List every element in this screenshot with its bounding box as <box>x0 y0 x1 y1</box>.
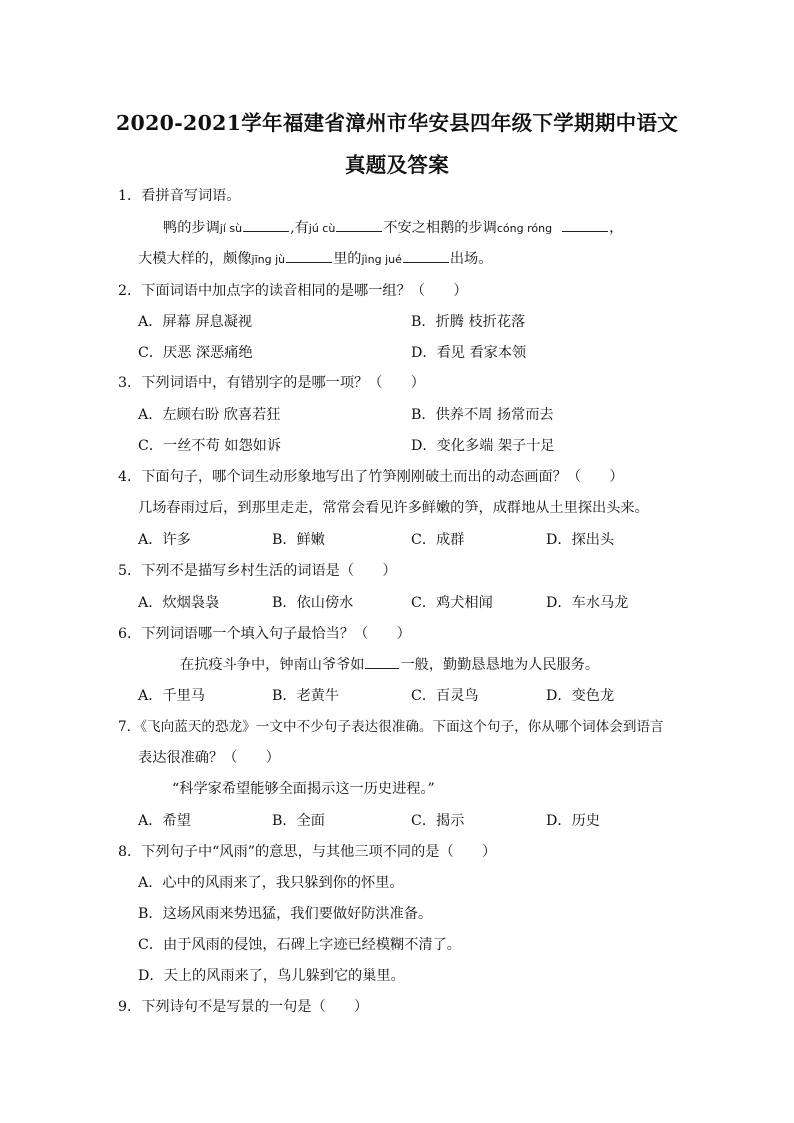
question-6-option-c: C．百灵鸟 <box>411 688 479 704</box>
question-3-stem: 3．下列词语中，有错别字的是哪一项？（ ） <box>118 375 425 391</box>
question-7-option-c: C．揭示 <box>411 813 465 829</box>
question-5-stem: 5．下列不是描写乡村生活的词语是（ ） <box>118 563 397 579</box>
question-1-stem: 1．看拼音写词语。 <box>118 188 241 204</box>
question-3-option-b: B．供养不周 扬常而去 <box>411 407 554 423</box>
question-7-stem-line1: 7．《飞向蓝天的恐龙》一文中不少句子表达很准确。下面这个句子，你从哪个词体会到语言 <box>118 719 664 735</box>
question-4-option-a: A．许多 <box>138 532 191 548</box>
question-7-stem-line2: 表达很准确？（ ） <box>138 750 280 766</box>
question-8-option-b: B．这场风雨来势迅猛，我们要做好防洪准备。 <box>138 906 433 922</box>
question-5-option-c: C．鸡犬相闻 <box>411 595 493 611</box>
question-8-option-d: D．天上的风雨来了，鸟儿躲到它的巢里。 <box>138 968 405 984</box>
question-6-option-d: D．变色龙 <box>546 688 615 704</box>
question-9-stem: 9．下列诗句不是写景的一句是（ ） <box>118 999 369 1015</box>
question-1-line1: 鸭的步调jí sù ,有jú cù 不安之相鹅的步调cóng róng ， <box>163 220 624 236</box>
question-4-option-d: D．探出头 <box>546 532 615 548</box>
question-7-option-b: B．全面 <box>272 813 325 829</box>
question-6-stem: 6．下列词语哪一个填入句子最恰当？（ ） <box>118 626 411 642</box>
question-8-stem: 8．下列句子中“风雨”的意思，与其他三项不同的是（ ） <box>118 844 497 860</box>
question-4-option-c: C．成群 <box>411 532 465 548</box>
question-5-option-a: A．炊烟袅袅 <box>138 595 220 611</box>
question-5-option-b: B．依山傍水 <box>272 595 354 611</box>
question-3-option-c: C．一丝不苟 如怨如诉 <box>138 438 282 454</box>
question-7-option-d: D．历史 <box>546 813 600 829</box>
question-4-stem: 4．下面句子，哪个词生动形象地写出了竹笋刚刚破土而出的动态画面？（ ） <box>118 469 624 485</box>
question-4-passage: 几场春雨过后，到那里走走，常常会看见许多鲜嫩的笋，成群地从土里探出头来。 <box>138 500 649 516</box>
question-7-option-a: A．希望 <box>138 813 191 829</box>
question-2-option-d: D．看见 看家本领 <box>411 345 527 361</box>
question-3-option-a: A．左顾右盼 欣喜若狂 <box>138 407 281 423</box>
question-8-option-c: C．由于风雨的侵蚀，石碑上字迹已经模糊不清了。 <box>138 937 461 953</box>
question-2-option-b: B．折腾 枝折花落 <box>411 314 526 330</box>
question-2-option-a: A．屏幕 屏息凝视 <box>138 314 253 330</box>
question-7-passage: “科学家希望能够全面揭示这一历史进程。” <box>172 781 435 797</box>
question-2-option-c: C．厌恶 深恶痛绝 <box>138 345 253 361</box>
question-5-option-d: D．车水马龙 <box>546 595 629 611</box>
question-8-option-a: A．心中的风雨来了，我只躲到你的怀里。 <box>138 875 404 891</box>
question-2-stem: 2．下面词语中加点字的读音相同的是哪一组？（ ） <box>118 283 468 299</box>
question-3-option-d: D．变化多端 架子十足 <box>411 438 555 454</box>
question-1-line2: 大模大样的，颇像jīng jù 里的jìng jué 出场。 <box>138 251 493 267</box>
question-6-option-b: B．老黄牛 <box>272 688 340 704</box>
question-6-option-a: A．千里马 <box>138 688 205 704</box>
question-6-passage: 在抗疫斗争中，钟南山爷爷如 一般，勤勤恳恳地为人民服务。 <box>180 657 600 673</box>
document-title-line1: 2020-2021学年福建省漳州市华安县四年级下学期期中语文 <box>115 111 679 135</box>
document-title-line2: 真题及答案 <box>345 153 449 177</box>
question-4-option-b: B．鲜嫩 <box>272 532 325 548</box>
